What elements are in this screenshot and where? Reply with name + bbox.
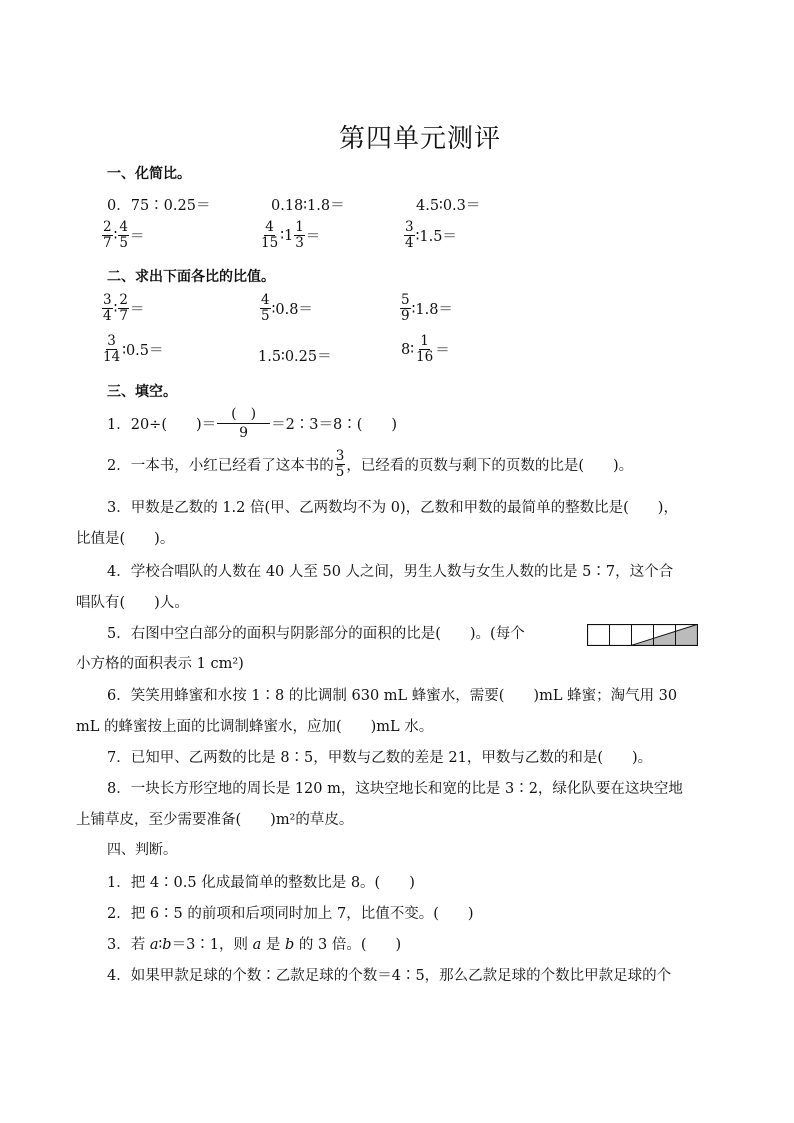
sec2-item-4: $\frac{3}{14}$ ∶0.5＝	[103, 333, 164, 365]
sec1-item-5: $\frac{4}{15}$ ∶ 1 $\frac{1}{3}$ ＝	[261, 219, 321, 251]
sec3-q8-line1: 8．一块长方形空地的周长是 120 m，这块空地长和宽的比是 3∶2，绿化队要在这块空地	[107, 781, 683, 797]
page-title: 第四单元测评	[339, 124, 502, 154]
sec3-q6-line2: mL 的蜂蜜按上面的比调制蜂蜜水，应加( )mL 水。	[76, 719, 434, 735]
sec4-q1: 1．把 4∶0.5 化成最简单的整数比是 8。( )	[107, 875, 415, 891]
section-1-heading: 一、化简比。	[107, 166, 191, 182]
section-3-heading: 三、填空。	[107, 384, 177, 400]
sec3-q3-line2: 比值是( )。	[76, 531, 175, 547]
sec1-item-1: 0．75∶0.25＝	[107, 198, 211, 214]
sec2-item-5: 1.5∶0.25＝	[258, 349, 332, 365]
sec3-q5-line2: 小方格的面积表示 1 cm²)	[76, 656, 244, 672]
sec3-q1: 1．20÷( )＝ $\frac{( )}{9}$ ＝2∶3＝8∶( )	[107, 406, 398, 441]
section-2-heading: 二、求出下面各比的比值。	[107, 269, 275, 285]
sec4-q4: 4．如果甲款足球的个数∶乙款足球的个数＝4∶5，那么乙款足球的个数比甲款足球的个	[107, 968, 672, 984]
sec3-q2: 2．一本书，小红已经看了这本书的 $\frac{3}{5}$ ，已经看的页数与剩下的页数的比是( )。	[107, 448, 634, 480]
sec3-q4-line1: 4．学校合唱队的人数在 40 人至 50 人之间，男生人数与女生人数的比是 5∶7，这个合	[107, 564, 674, 580]
sec4-q3: 3．若 a∶b＝3∶1，则 a 是 b 的 3 倍。( )	[107, 937, 402, 953]
sec4-q2: 2．把 6∶5 的前项和后项同时加上 7，比值不变。( )	[107, 906, 474, 922]
sec1-item-3: 4.5∶0.3＝	[416, 198, 481, 214]
sec2-item-6: 8∶ $\frac{1}{16}$ ＝	[401, 333, 450, 365]
sec2-item-2: $\frac{4}{5}$ ∶0.8＝	[261, 292, 313, 324]
sec3-q3-line1: 3．甲数是乙数的 1.2 倍(甲、乙两数均不为 0)，乙数和甲数的最简单的整数比是( )，	[107, 500, 678, 516]
sec3-q7: 7．已知甲、乙两数的比是 8∶5，甲数与乙数的差是 21，甲数与乙数的和是( )。	[107, 750, 653, 766]
sec3-q5-line1: 5．右图中空白部分的面积与阴影部分的面积的比是( )。(每个	[107, 626, 525, 642]
sec3-q6-line1: 6．笑笑用蜂蜜和水按 1∶8 的比调制 630 mL 蜂蜜水，需要( )mL 蜂蜜；淘气用 30	[107, 688, 678, 704]
grid-figure	[587, 624, 698, 646]
sec1-item-2: 0.18∶1.8＝	[271, 198, 345, 214]
sec1-item-6: $\frac{3}{4}$ ∶1.5＝	[405, 219, 457, 251]
sec2-item-1: $\frac{3}{4}$ ∶ $\frac{2}{7}$ ＝	[103, 292, 145, 324]
section-4-heading: 四、判断。	[107, 842, 177, 858]
sec2-item-3: $\frac{5}{9}$ ∶1.8＝	[401, 292, 453, 324]
sec1-item-4: $\frac{2}{7}$ ∶ $\frac{4}{5}$ ＝	[103, 219, 145, 251]
sec3-q4-line2: 唱队有( )人。	[76, 595, 189, 611]
sec3-q8-line2: 上铺草皮，至少需要准备( )m²的草皮。	[76, 812, 354, 828]
